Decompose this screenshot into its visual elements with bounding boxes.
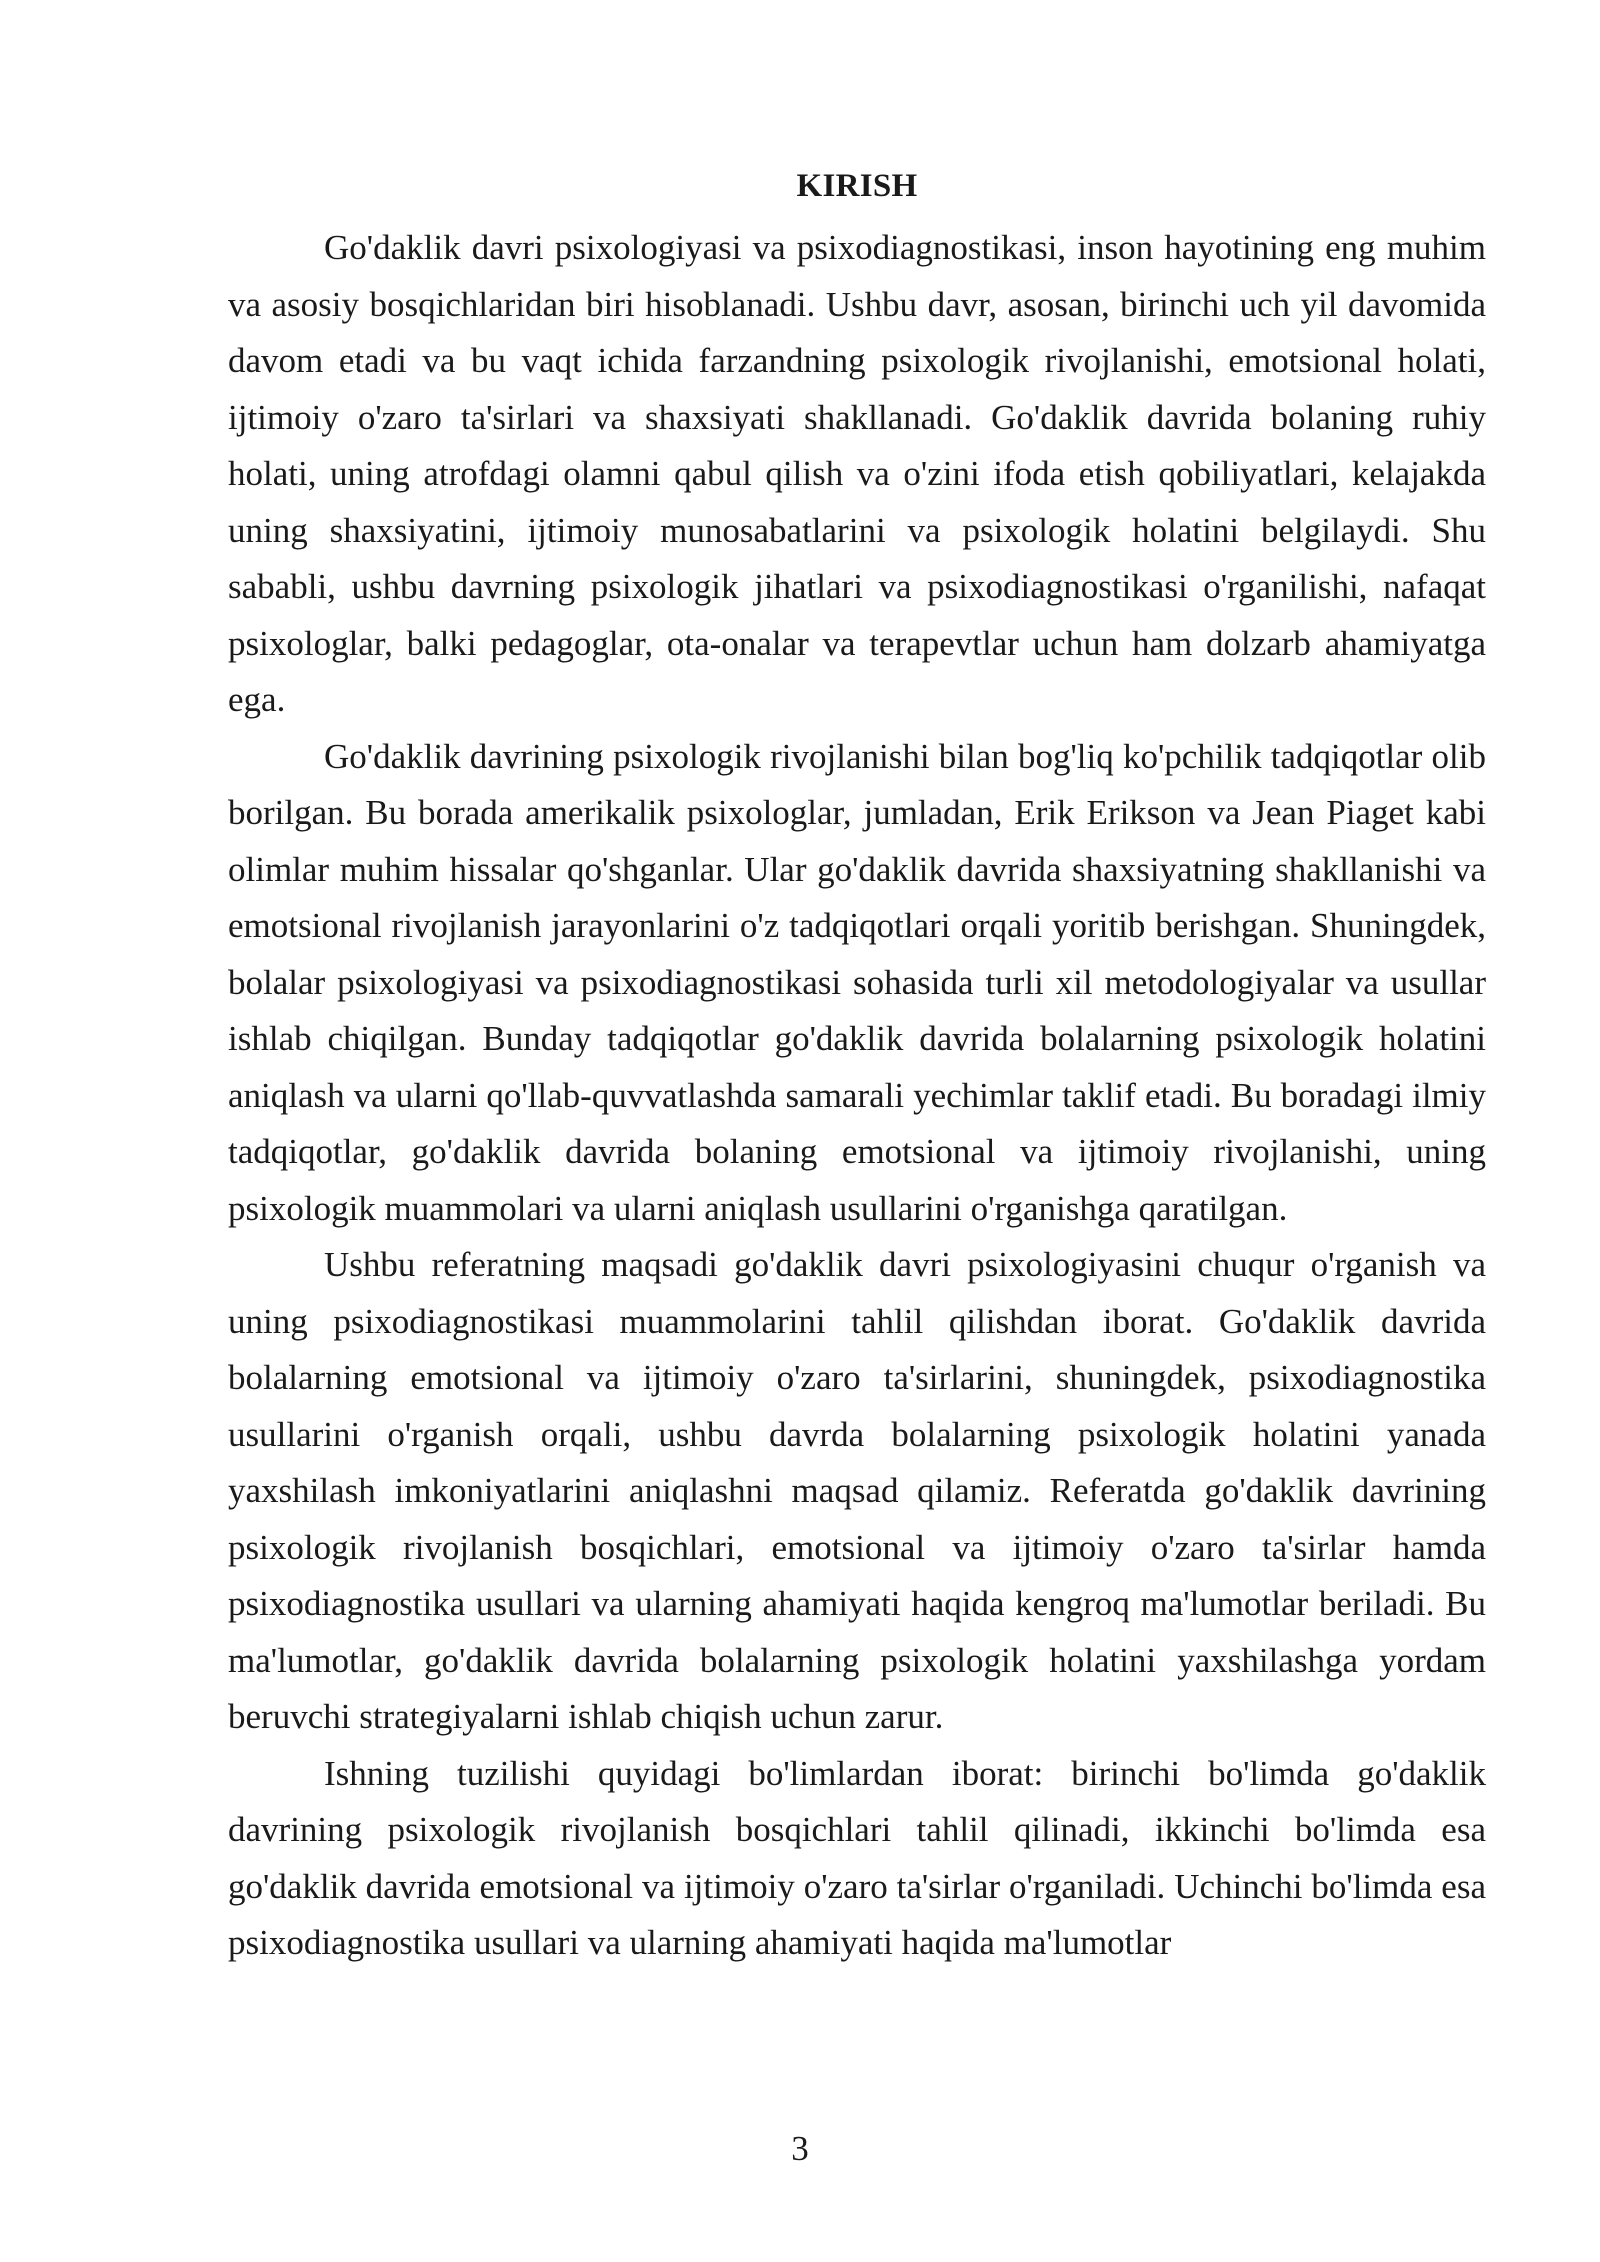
body-paragraph-4: Ishning tuzilishi quyidagi bo'limlardan iborat: birinchi bo'limda go'daklik davrining psixologik rivojlanish bosqichlari tahlil qilinadi, ikkinchi bo'limda esa go'daklik davrida emotsional va ijtimoiy o'zaro ta'sirlar o'rganiladi. Uchinchi bo'limda esa psixodiagnostika usullari va ularning ahamiyati haqida ma'lumotlar [228,1753,1486,1962]
body-paragraph-3: Ushbu referatning maqsadi go'daklik davri psixologiyasini chuqur o'rganish va uning psixodiagnostikasi muammolarini tahlil qilishdan iborat. Go'daklik davrida bolalarning emotsional va ijtimoiy o'zaro ta'sirlarini, shuningdek, psixodiagnostika usullarini o'rganish orqali, ushbu davrda bolalarning psixologik holatini yanada yaxshilash imkoniyatlarini aniqlashni maqsad qilamiz. Referatda go'daklik davrining psixologik rivojlanish bosqichlari, emotsional va ijtimoiy o'zaro ta'sirlar hamda psixodiagnostika usullari va ularning ahamiyati haqida kengroq ma'lumotlar beriladi. Bu ma'lumotlar, go'daklik davrida bolalarning psixologik holatini yaxshilashga yordam beruvchi strategiyalarni ishlab chiqish uchun zarur. [228,1245,1486,1736]
section-title: KIRISH [796,168,918,204]
page-content [228,158,1486,1972]
page-number: 3 [791,2129,809,2168]
body-paragraph-2: Go'daklik davrining psixologik rivojlanishi bilan bog'liq ko'pchilik tadqiqotlar olib borilgan. Bu borada amerikalik psixologlar, jumladan, Erik Erikson va Jean Piaget kabi olimlar muhim hissalar qo'shganlar. Ular go'daklik davrida shaxsiyatning shakllanishi va emotsional rivojlanish jarayonlarini o'z tadqiqotlari orqali yoritib berishgan. Shuningdek, bolalar psixologiyasi va psixodiagnostikasi sohasida turli xil metodologiyalar va usullar ishlab chiqilgan. Bunday tadqiqotlar go'daklik davrida bolalarning psixologik holatini aniqlash va ularni qo'llab-quvvatlashda samarali yechimlar taklif etadi. Bu boradagi ilmiy tadqiqotlar, go'daklik davrida bolaning emotsional va ijtimoiy rivojlanishi, uning psixologik muammolari va ularni aniqlash usullarini o'rganishga qaratilgan. [228,736,1486,1228]
body-paragraph-1: Go'daklik davri psixologiyasi va psixodiagnostikasi, inson hayotining eng muhim va asosiy bosqichlaridan biri hisoblanadi. Ushbu davr, asosan, birinchi uch yil davomida davom etadi va bu vaqt ichida farzandning psixologik rivojlanishi, emotsional holati, ijtimoiy o'zaro ta'sirlari va shaxsiyati shakllanadi. Go'daklik davrida bolaning ruhiy holati, uning atrofdagi olamni qabul qilish va o'zini ifoda etish qobiliyatlari, kelajakda uning shaxsiyatini, ijtimoiy munosabatlarini va psixologik holatini belgilaydi. Shu sababli, ushbu davrning psixologik jihatlari va psixodiagnostikasi o'rganilishi, nafaqat psixologlar, balki pedagoglar, ota-onalar va terapevtlar uchun ham dolzarb ahamiyatga ega. [228,228,1486,719]
